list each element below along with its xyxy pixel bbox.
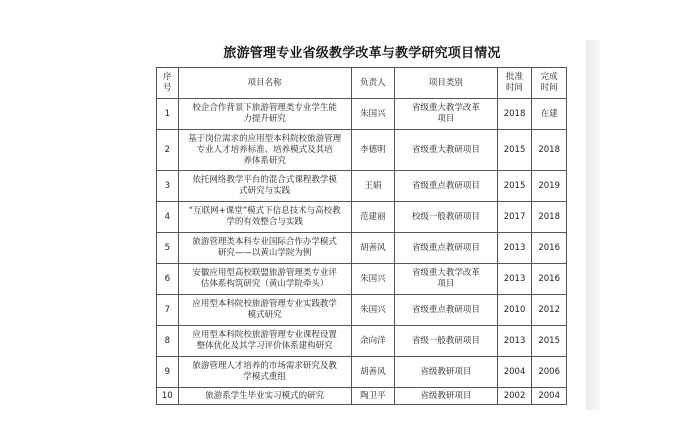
cell-no: 6 [157, 264, 179, 295]
table-row [157, 130, 567, 171]
cell-name: 校企合作背景下旅游管理类专业学生能 力提升研究 [178, 99, 351, 130]
header-completed: 完成 时间 [532, 68, 567, 99]
cell-completed: 在建 [532, 99, 567, 130]
header-category: 项目类别 [394, 68, 497, 99]
table-row [157, 264, 567, 295]
cell-name: 依托网络教学平台的混合式课程教学模 式研究与实践 [178, 171, 351, 202]
cell-no: 4 [157, 202, 179, 233]
cell-leader: 范建丽 [351, 202, 394, 233]
table-row [157, 326, 567, 357]
cell-completed: 2018 [532, 202, 567, 233]
cell-approved: 2013 [497, 326, 532, 357]
table-row [157, 357, 567, 388]
cell-no: 7 [157, 295, 179, 326]
cell-leader: 朱国兴 [351, 295, 394, 326]
header-leader: 负责人 [351, 68, 394, 99]
cell-no: 8 [157, 326, 179, 357]
cell-name: 应用型本科院校旅游管理专业实践教学 模式研究 [178, 295, 351, 326]
cell-approved: 2015 [497, 130, 532, 171]
table-row [157, 99, 567, 130]
cell-completed: 2004 [532, 388, 567, 405]
cell-leader: 陶卫平 [351, 388, 394, 405]
cell-no: 9 [157, 357, 179, 388]
page-shadow [586, 40, 600, 410]
cell-completed: 2015 [532, 326, 567, 357]
cell-category: 省级重点教研项目 [394, 233, 497, 264]
cell-category: 省级重大教学改革 项目 [394, 99, 497, 130]
cell-name: 旅游系学生毕业实习模式的研究 [178, 388, 351, 405]
projects-table [156, 67, 567, 405]
cell-leader: 王娟 [351, 171, 394, 202]
cell-name: 旅游管理人才培养的市场需求研究及教 学模式重组 [178, 357, 351, 388]
cell-completed: 2016 [532, 233, 567, 264]
cell-category: 省级重大教研项目 [394, 130, 497, 171]
cell-name: “互联网+课堂”模式下信息技术与高校教 学的有效整合与实践 [178, 202, 351, 233]
cell-leader: 胡善风 [351, 357, 394, 388]
header-approved: 批准 时间 [497, 68, 532, 99]
cell-leader: 朱国兴 [351, 264, 394, 295]
cell-no: 1 [157, 99, 179, 130]
cell-no: 5 [157, 233, 179, 264]
cell-completed: 2012 [532, 295, 567, 326]
table-row [157, 388, 567, 405]
cell-no: 10 [157, 388, 179, 405]
cell-leader: 李德明 [351, 130, 394, 171]
cell-approved: 2015 [497, 171, 532, 202]
cell-category: 省级重大教学改革 项目 [394, 264, 497, 295]
cell-no: 2 [157, 130, 179, 171]
cell-name: 旅游管理类本科专业国际合作办学模式 研究——以黄山学院为例 [178, 233, 351, 264]
cell-name: 基于岗位需求的应用型本科院校旅游管理 专业人才培养标准、培养模式及其培 养体系研究 [178, 130, 351, 171]
cell-name: 应用型本科院校旅游管理专业课程设置 整体优化及其学习评价体系建构研究 [178, 326, 351, 357]
header-index: 序 号 [157, 68, 179, 99]
cell-category: 省级教研项目 [394, 357, 497, 388]
cell-approved: 2018 [497, 99, 532, 130]
cell-name: 安徽应用型高校联盟旅游管理类专业评 估体系构筑研究（黄山学院牵头） [178, 264, 351, 295]
cell-approved: 2013 [497, 233, 532, 264]
cell-category: 省级教研项目 [394, 388, 497, 405]
cell-approved: 2002 [497, 388, 532, 405]
cell-approved: 2010 [497, 295, 532, 326]
table-row [157, 233, 567, 264]
cell-leader: 胡善风 [351, 233, 394, 264]
cell-leader: 余向洋 [351, 326, 394, 357]
cell-approved: 2013 [497, 264, 532, 295]
cell-completed: 2018 [532, 130, 567, 171]
cell-approved: 2017 [497, 202, 532, 233]
table-row [157, 171, 567, 202]
cell-completed: 2019 [532, 171, 567, 202]
table-row [157, 202, 567, 233]
cell-category: 省级一般教研项目 [394, 326, 497, 357]
document-page [138, 40, 586, 410]
table-row [157, 295, 567, 326]
document-title: 旅游管理专业省级教学改革与教学研究项目情况 [223, 46, 501, 61]
cell-leader: 朱国兴 [351, 99, 394, 130]
cell-category: 校级一般教研项目 [394, 202, 497, 233]
cell-completed: 2006 [532, 357, 567, 388]
cell-category: 省级重点教研项目 [394, 171, 497, 202]
header-name: 项目名称 [178, 68, 351, 99]
cell-category: 省级重点教研项目 [394, 295, 497, 326]
table-header-row [157, 68, 567, 99]
cell-no: 3 [157, 171, 179, 202]
cell-completed: 2016 [532, 264, 567, 295]
cell-approved: 2004 [497, 357, 532, 388]
